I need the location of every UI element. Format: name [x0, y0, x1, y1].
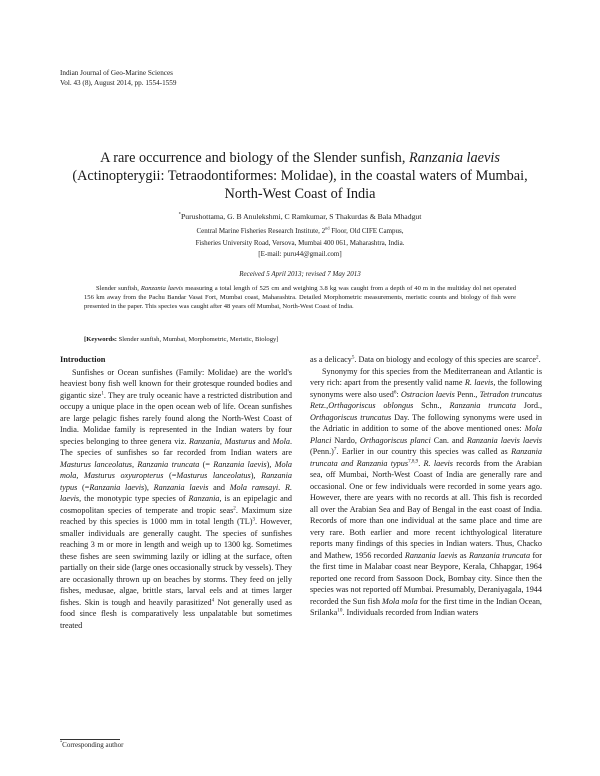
author-list: *Purushottama, G. B Anulekshmi, C Ramkumar, S Thakurdas & Bala Mhadgut [178, 212, 422, 221]
received-dates: Received 5 April 2013; revised 7 May 2013 [239, 270, 361, 278]
title-line-2: (Actinopterygii: Tetraodontiformes: Molidae), in the coastal waters of Mumbai, [72, 168, 528, 184]
left-column [60, 354, 292, 631]
keywords-label: [Keywords: [84, 336, 117, 343]
author-email: [E-mail: puru44@gmail.com] [258, 250, 342, 258]
paper-title [60, 149, 540, 203]
affiliation [60, 226, 540, 261]
section-heading-introduction: Introduction [60, 355, 106, 364]
journal-header [60, 68, 176, 88]
intro-paragraph: Sunfishes or Ocean sunfishes (Family: Molidae) are the world's heaviest bony fish well known for their grotesque rounded bodies and gigantic size$^1$. They are truly oceanic have a restricted distribution and occupy a unique place in the open ocean web of life. Ocean sunfishes are large pelagic fishes rarely found along the North-West Coast of India. Molidae family is represented in the Indian waters by four species belonging to three genera viz. Ranzania, Masturus and Mola. The species of sunfishes so far recorded from Indian waters are Masturus lanceolatus, Ranzania truncata (= Ranzania laevis), Mola mola, Masturus oxyuropterus (=Masturus lanceolatus), Ranzania typus (=Ranzania laevis), Ranzania laevis and Mola ramsayi. R. laevis, the monotypic type species of Ranzania, is an epipelagic and cosmopolitan species of temperate and tropic seas$^2$. Maximum size reached by this species is 1000 mm in total length (TL)$^3$. However, smaller individuals are generally caught. The species of sunfishes reaching 3 m or more in length and weigh up to 1300 kg. Sometimes these fishes are seen swimming lazily or idling at the surface, often partially on their side (large ones occasionally struck by vessels). They are occasionally thrown up on beaches by storms. They feed on jelly fishes, medusae, algae, brittle stars, larval eels and at times larger fishes. Skin is tough and heavily parasitized$^4$ Not generally used as food since flesh is comparatively less unpalatable but sometimes treated [60, 367, 293, 630]
right-column [310, 354, 542, 619]
continued-paragraph: as a delicacy$^5$. Data on biology and ecology of this species are scarce$^2$. [310, 354, 541, 364]
journal-name: Indian Journal of Geo-Marine Sciences [60, 69, 173, 77]
affiliation-line-2: Fisheries University Road, Versova, Mumbai 400 061, Maharashtra, India. [195, 238, 405, 247]
keywords: [Keywords: Slender sunfish, Mumbai, Morphometric, Meristic, Biology] [84, 336, 279, 343]
species-name: Ranzania laevis [408, 150, 500, 166]
abstract: Slender sunfish, Ranzania laevis measuring a total length of 525 cm and weighing 3.8 kg was caught from a depth of 40 m in the multiday dol net operated 156 km away from the Pachu Bandar Vasai Fort, Mumbai coast, Maharashtra. Detailed Morphometric measurements, meristic counts and biology of fish were presented in the paper. This species was caught after 48 years off Mumbai, North-West Coast of India. [84, 285, 516, 310]
affiliation-line-1: Central Marine Fisheries Research Institute, 2nd Floor, Old CIFE Campus, [196, 225, 404, 235]
footnote-divider [60, 739, 120, 740]
journal-volume: Vol. 43 (8), August 2014, pp. 1554-1559 [60, 79, 177, 87]
synonymy-paragraph: Synonymy for this species from the Mediterranean and Atlantic is very rich: apart from the presently valid name R. laevis, the following synonyms were also used$^6$: Ostracion laevis Penn., Tetradon truncatus Retz.,Orthagoriscus oblongus Schn., Ranzania truncata Jord., Orthagoriscus truncatus Day. The following synonyms were used in the Adriatic in addition to some of the above mentioned ones: Mola Planci Nardo, Orthagoriscus planci Can. and Ranzania laevis laevis (Penn.)$^7$. Earlier in our country this species was called as Ranzania truncata and Ranzania typus$^{7,8,9}$. R. laevis records from the Arabian sea, off Mumbai, North-West Coast of India are generally rare and occasional. One or few individuals were recorded in some years ago. However, there are years with no records at all. This fish is recorded all over the Arabian Sea and Bay of Bengal in the east coast of India. Records of more than one individual at the same place and time are very rare. Both earlier and more recent ichthyological literature reports many findings of this species in Indian waters. Thus, Chacko and Mathew, 1956 recorded Ranzania laevis as Ranzania truncata for the first time in Malabar coast near Beypore, Kerala, Chhapgar, 1964 reported one record from Sassoon Dock, Bombay city. Since then the species was not reported off Mumbai. Presumably, Deraniyagala, 1944 recorded the Sun fish Mola mola for the first time in the Indian Ocean, Srilanka$^{10}$. Individuals recorded from Indian waters [310, 366, 543, 617]
title-line-1: A rare occurrence and biology of the Slender sunfish, Ranzania laevis [100, 150, 500, 166]
title-line-3: North-West Coast of India [224, 186, 376, 202]
corresponding-author-note: *Corresponding author [60, 739, 124, 749]
